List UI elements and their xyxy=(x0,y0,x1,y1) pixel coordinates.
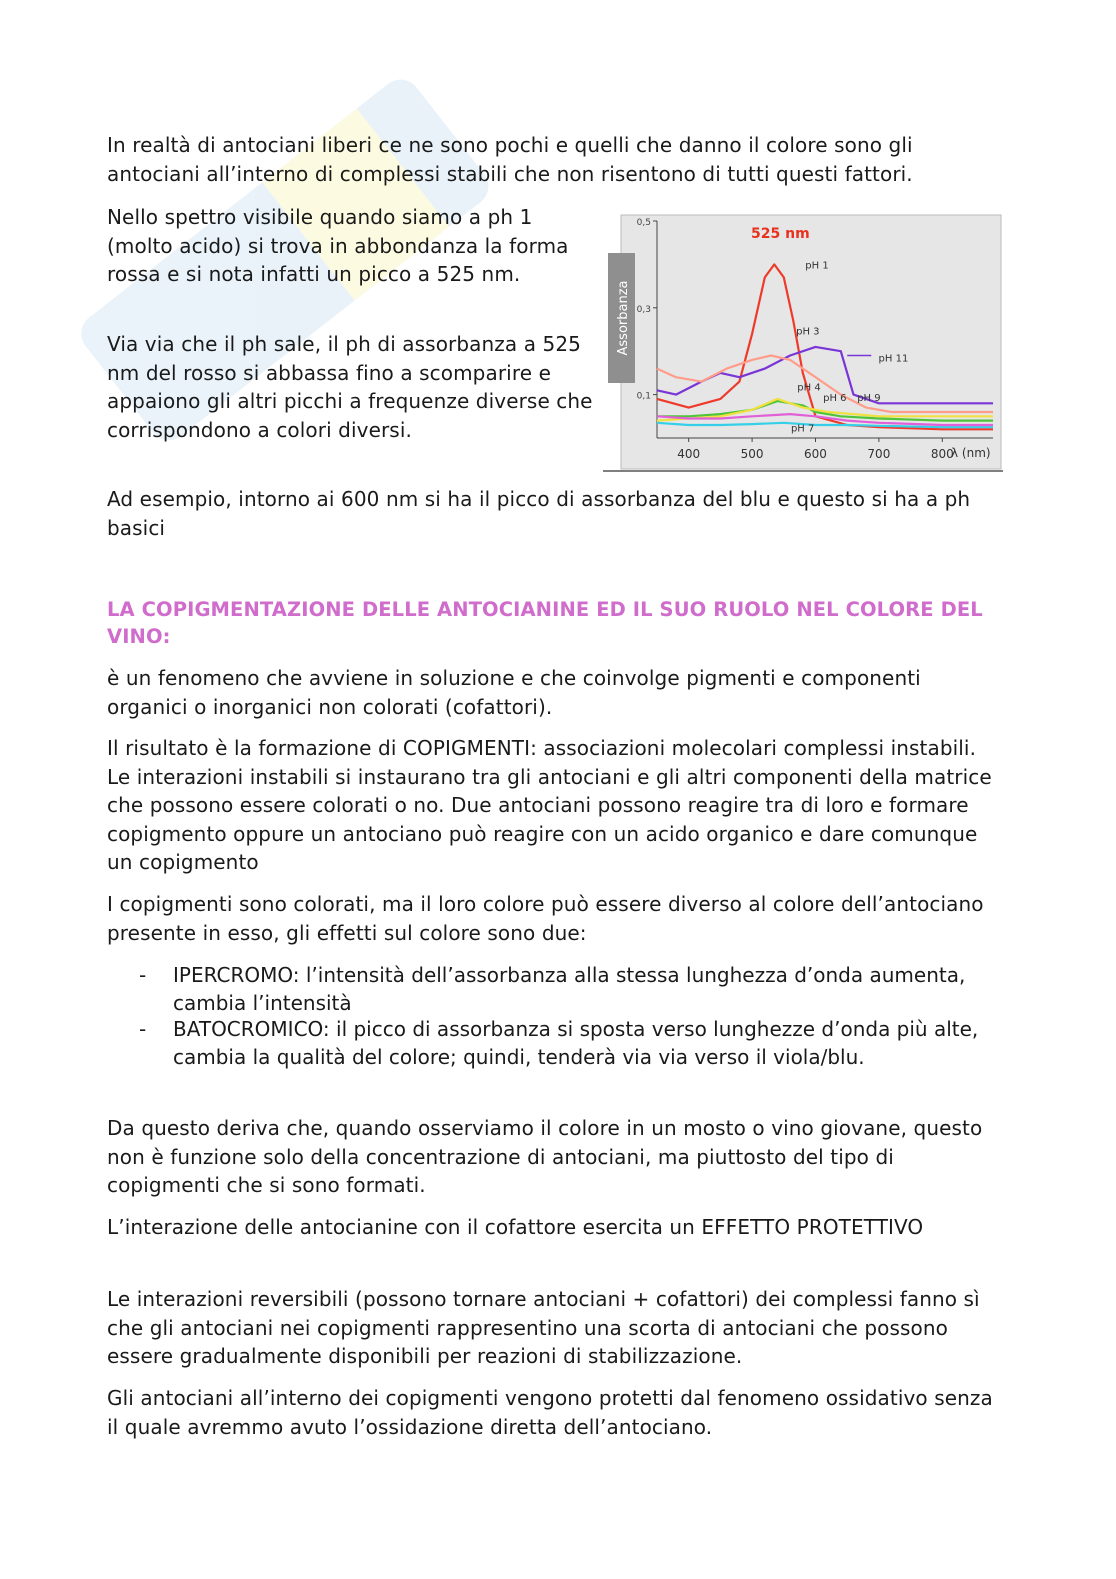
paragraph-11: Gli antociani all’interno dei copigmenti vengono protetti dal fenomeno ossidativo senza il quale avremmo avuto l’ossidazione diretta dell’antociano. xyxy=(107,1386,993,1439)
series-label: pH 7 xyxy=(790,423,815,435)
paragraph-9: L’interazione delle antocianine con il cofattore esercita un EFFETTO PROTETTIVO xyxy=(107,1215,924,1239)
section-heading: LA COPIGMENTAZIONE DELLE ANTOCIANINE ED IL SUO RUOLO NEL COLORE DEL VINO: xyxy=(107,598,983,648)
y-tick-label: 0,3 xyxy=(636,304,651,315)
list-bullet: - xyxy=(139,1017,147,1041)
series-label: pH 6 xyxy=(823,393,847,405)
paragraph-3: Via via che il ph sale, il ph di assorbanza a 525 nm del rosso si abbassa fino a scomparire e appaiono gli altri picchi a frequenze diverse che corrispondono a colori diversi. xyxy=(107,332,593,442)
x-tick-label: 600 xyxy=(804,447,827,461)
paragraph-7: I copigmenti sono colorati, ma il loro colore può essere diverso al colore dell’antociano presente in esso, gli effetti sul colore sono due: xyxy=(107,892,984,945)
paragraph-8: Da questo deriva che, quando osserviamo il colore in un mosto o vino giovane, questo non è funzione solo della concentrazione di antociani, ma piuttosto del tipo di copigmenti che si sono formati. xyxy=(107,1116,983,1197)
list-bullet: - xyxy=(139,963,147,987)
x-tick-label: 400 xyxy=(677,447,701,461)
paragraph-10: Le interazioni reversibili (possono tornare antociani + cofattori) dei complessi fanno sì che gli antociani nei copigmenti rappresentino una scorta di antociani che possono essere gradualmente disponibili per reazioni di stabilizzazione. xyxy=(107,1287,980,1368)
x-tick-label: 800 xyxy=(930,447,954,461)
list-item-text: BATOCROMICO: il picco di assorbanza si sposta verso lunghezze d’onda più alte, cambia la qualità del colore; quindi, tenderà via via verso il viola/blu. xyxy=(173,1017,979,1069)
series-label: pH 3 xyxy=(796,326,820,338)
paragraph-5: è un fenomeno che avviene in soluzione e che coinvolge pigmenti e componenti organici o inorganici non colorati (cofattori). xyxy=(107,666,921,719)
series-label: pH 1 xyxy=(805,260,829,272)
list-item xyxy=(107,1015,1002,1099)
series-label: pH 9 xyxy=(857,393,881,405)
paragraph-2: Nello spettro visibile quando siamo a ph 1 (molto acido) si trova in abbondanza la forma rossa e si nota infatti un picco a 525 nm. xyxy=(107,205,569,286)
y-tick-label: 0,5 xyxy=(636,218,651,228)
paragraph-1: In realtà di antociani liberi ce ne sono pochi e quelli che danno il colore sono gli antociani all’interno di complessi stabili che non risentono di tutti questi fattori. xyxy=(107,133,913,186)
list-item xyxy=(107,961,1002,1017)
x-tick-label: 700 xyxy=(867,447,891,461)
series-label: pH 4 xyxy=(797,382,821,394)
y-tick-label: 0,1 xyxy=(636,391,651,402)
x-axis-label: λ (nm) xyxy=(951,446,991,460)
paragraph-6: Il risultato è la formazione di COPIGMENTI: associazioni molecolari complessi instabili. Le interazioni instabili si instaurano tra gli antociani e gli altri componenti della matrice che possono essere colorati o no. Due antociani possono reagire tra di loro e formare copigmento oppure un antociano può reagire con un acido organico e dare comunque un copigmento xyxy=(107,736,992,874)
paragraph-4: Ad esempio, intorno ai 600 nm si ha il picco di assorbanza del blu e questo si ha a ph basici xyxy=(107,487,971,540)
series-label: pH 11 xyxy=(878,353,909,365)
y-axis-label: Assorbanza xyxy=(616,280,631,356)
list-item-text: IPERCROMO: l’intensità dell’assorbanza alla stessa lunghezza d’onda aumenta, cambia l’intensità xyxy=(173,963,966,1015)
peak-annotation: 525 nm xyxy=(751,226,810,242)
absorbance-spectrum-chart xyxy=(603,213,1003,473)
x-tick-label: 500 xyxy=(740,447,764,461)
